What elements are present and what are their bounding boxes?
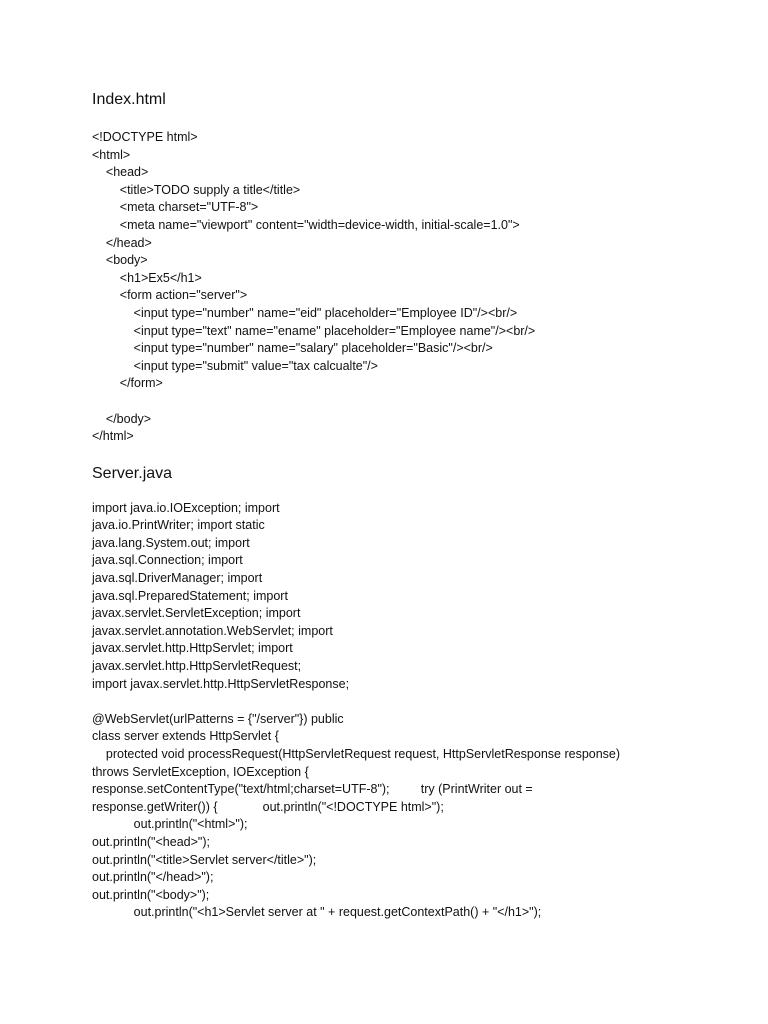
code-line: javax.servlet.http.HttpServletRequest; [92, 659, 302, 674]
code-line: java.sql.DriverManager; import [92, 571, 263, 586]
code-line: throws ServletException, IOException { [92, 764, 309, 779]
code-line: </body> [92, 411, 152, 426]
code-line: <title>TODO supply a title</title> [92, 182, 301, 197]
code-line: <head> [92, 165, 149, 180]
code-line [92, 693, 742, 711]
code-line: <input type="text" name="ename" placeholder="Employee name"/><br/> [92, 323, 536, 338]
server-java-code-block [92, 500, 742, 922]
code-line: import javax.servlet.http.HttpServletResponse; [92, 676, 350, 691]
code-line: java.io.PrintWriter; import static [92, 518, 265, 533]
code-line: <input type="number" name="eid" placeholder="Employee ID"/><br/> [92, 305, 518, 320]
code-line: out.println("<head>"); [92, 834, 210, 849]
code-line: <meta charset="UTF-8"> [92, 200, 259, 215]
code-line: java.sql.Connection; import [92, 553, 243, 568]
code-line: <html> [92, 147, 131, 162]
document-page [92, 88, 742, 922]
code-line: out.println("<body>"); [92, 887, 210, 902]
code-line: <meta name="viewport" content="width=device-width, initial-scale=1.0"> [92, 217, 520, 232]
code-line: class server extends HttpServlet { [92, 729, 279, 744]
index-html-code-block [92, 129, 742, 446]
code-line: out.println("</head>"); [92, 870, 214, 885]
code-line: response.setContentType("text/html;charset=UTF-8"); try (PrintWriter out = [92, 782, 533, 797]
code-line: javax.servlet.ServletException; import [92, 606, 301, 621]
code-line: </head> [92, 235, 152, 250]
code-line: <!DOCTYPE html> [92, 130, 198, 144]
code-line: <h1>Ex5</h1> [92, 270, 202, 285]
code-line: response.getWriter()) { out.println("<!DOCTYPE html>"); [92, 799, 444, 814]
code-line: <input type="submit" value="tax calcualte"/> [92, 358, 378, 373]
code-line: out.println("<title>Servlet server</title>"); [92, 852, 317, 867]
section-heading-index-html: Index.html [92, 91, 166, 108]
code-line: </html> [92, 429, 134, 444]
code-line: javax.servlet.http.HttpServlet; import [92, 641, 293, 656]
code-line: </form> [92, 376, 163, 391]
code-line: <form action="server"> [92, 288, 248, 303]
code-line: out.println("<h1>Servlet server at " + request.getContextPath() + "</h1>"); [92, 905, 542, 920]
code-line: @WebServlet(urlPatterns = {"/server"}) public [92, 711, 344, 726]
code-line [92, 393, 742, 411]
code-line: java.sql.PreparedStatement; import [92, 588, 288, 603]
code-line: <input type="number" name="salary" placeholder="Basic"/><br/> [92, 341, 493, 356]
code-line: javax.servlet.annotation.WebServlet; import [92, 623, 333, 638]
code-line: <body> [92, 253, 148, 268]
code-line: out.println("<html>"); [92, 817, 248, 832]
section-heading-server-java: Server.java [92, 464, 173, 482]
code-line: import java.io.IOException; import [92, 500, 280, 515]
code-line: java.lang.System.out; import [92, 535, 250, 550]
code-line: protected void processRequest(HttpServletRequest request, HttpServletResponse response) [92, 747, 621, 761]
